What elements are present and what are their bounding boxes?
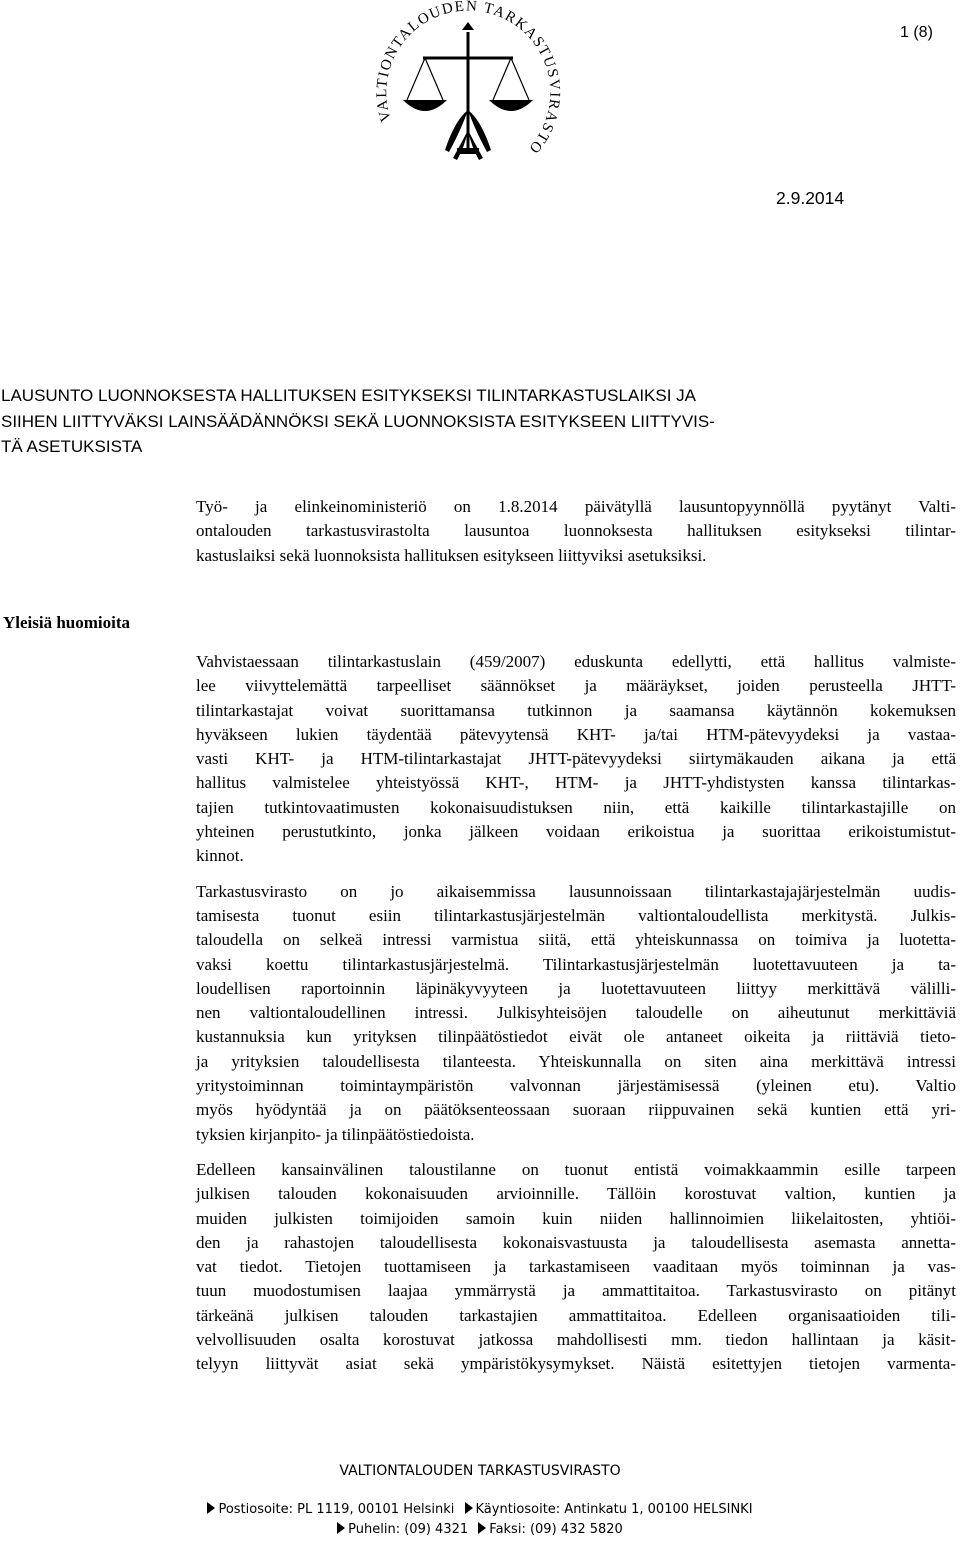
text-line: lee viivyttelemättä tarpeelliset säännökset ja määräykset, joiden perusteella JHTT-	[196, 676, 956, 696]
footer-visiting-text: Käyntiosoite: Antinkatu 1, 00100 HELSINKI	[475, 1502, 753, 1517]
footer-phone-text: Puhelin: (09) 4321	[348, 1522, 469, 1537]
document-title	[1, 383, 951, 460]
page-number: 1 (8)	[900, 24, 933, 41]
text-line: den ja rahastojen taloudellisesta kokonaisvastuusta ja taloudellisesta asemasta annetta-	[196, 1232, 956, 1252]
footer-visiting	[465, 1502, 753, 1517]
text-line: Työ- ja elinkeinoministeriö on 1.8.2014 päivätyllä lausuntopyynnöllä pyytänyt Valti-	[196, 497, 956, 516]
text-line: ontalouden tarkastusvirastolta lausuntoa luonnoksesta hallituksen esitykseksi tilintar-	[196, 521, 956, 541]
paragraph	[196, 880, 956, 1147]
text-line: Vahvistaessaan tilintarkastuslain (459/2007) eduskunta edellytti, että hallitus valmiste-	[196, 652, 956, 671]
footer-fax-text: Faksi: (09) 432 5820	[489, 1522, 623, 1537]
bullet-arrow-icon	[478, 1522, 486, 1534]
intro-paragraph	[196, 495, 956, 568]
text-line: kustannuksia kun yrityksen tilinpäätöstiedot eivät ole antaneet oikeita ja riittäviä tieto-	[196, 1027, 956, 1047]
title-line: LAUSUNTO LUONNOKSESTA HALLITUKSEN ESITYKSEKSI TILINTARKASTUSLAIKSI JA	[1, 386, 696, 405]
paragraph	[196, 1158, 956, 1377]
text-line: vasti KHT- ja HTM-tilintarkastajat JHTT-pätevyydeksi siirtymäkauden aikana ja että	[196, 749, 956, 769]
text-line: kastuslaiksi sekä luonnoksista hallituksen esitykseen liittyviksi asetuksiksi.	[196, 545, 707, 565]
footer-postal	[207, 1502, 454, 1517]
text-line: tuun muodostumisen laajaa ymmärrystä ja ammattitaitoa. Tarkastusvirasto on pitänyt	[196, 1281, 956, 1301]
body-text	[196, 650, 956, 1388]
footer-postal-text: Postiosoite: PL 1119, 00101 Helsinki	[218, 1502, 455, 1517]
text-line: tyksien kirjanpito- ja tilinpäätöstiedoista.	[196, 1124, 475, 1144]
paragraph	[196, 650, 956, 869]
footer-fax	[478, 1522, 623, 1537]
footer-address-row	[0, 1502, 960, 1517]
text-line: nen valtiontaloudellinen intressi. Julkisyhteisöjen taloudelle on aiheutunut merkittäviä	[196, 1003, 956, 1023]
text-line: ja yrityksien taloudellisesta tilanteesta. Yhteiskunnalla on siten aina merkittävä intressi	[196, 1051, 956, 1071]
svg-text:VALTIONTALOUDEN TARKASTUSVIRAS: VALTIONTALOUDEN TARKASTUSVIRASTO	[374, 0, 563, 157]
text-line: yhteinen perustutkinto, jonka jälkeen voidaan erikoistua ja suorittaa erikoistumistut-	[196, 822, 956, 842]
footer-phone	[337, 1522, 468, 1537]
text-line: vaksi koettu tilintarkastusjärjestelmä. Tilintarkastusjärjestelmän luotettavuuteen ja ta-	[196, 954, 956, 974]
text-line: Edelleen kansainvälinen taloustilanne on tuonut entistä voimakkaammin esille tarpeen	[196, 1159, 956, 1179]
title-line: SIIHEN LIITTYVÄKSI LAINSÄÄDÄNNÖKSI SEKÄ LUONNOKSISTA ESITYKSEEN LIITTYVIS-	[1, 411, 715, 431]
footer-contact-row	[0, 1522, 960, 1537]
text-line: tärkeänä julkisen talouden tarkastajien ammattitaitoa. Edelleen organisaatioiden tili-	[196, 1305, 956, 1325]
title-line: TÄ ASETUKSISTA	[1, 437, 143, 456]
text-line: taloudella on selkeä intressi varmistua siitä, että yhteiskunnassa on toimiva ja luotetta-	[196, 930, 956, 950]
text-line: yritystoiminnan toimintaympäristön valvonnan järjestämisessä (yleinen etu). Valtio	[196, 1076, 956, 1096]
text-line: tilintarkastajat voivat suorittamansa tutkinnon ja saamansa käytännön kokemuksen	[196, 700, 956, 720]
agency-logo	[365, 0, 580, 178]
text-line: julkisen talouden kokonaisuuden arvioinnille. Tällöin korostuvat valtion, kuntien ja	[196, 1184, 956, 1204]
section-heading: Yleisiä huomioita	[3, 613, 131, 632]
bullet-arrow-icon	[337, 1522, 345, 1534]
text-line: telyyn liittyvät asiat sekä ympäristökysymykset. Näistä esitettyjen tietojen varmenta-	[196, 1354, 956, 1374]
document-date: 2.9.2014	[776, 188, 845, 208]
scales-seal-icon	[365, 0, 580, 178]
text-line: hallitus valmistelee yhteistyössä KHT-, HTM- ja JHTT-yhdistysten kanssa tilintarkas-	[196, 773, 956, 793]
text-line: vat tiedot. Tietojen tuottamiseen ja tarkastamiseen vaaditaan myös toiminnan ja vas-	[196, 1257, 956, 1277]
text-line: velvollisuuden osalta korostuvat jatkossa mahdollisesti mm. tiedon hallintaan ja käsit-	[196, 1330, 956, 1350]
text-line: hyväkseen lukien täydentää pätevyytensä KHT- ja/tai HTM-pätevyydeksi ja vastaa-	[196, 724, 956, 744]
bullet-arrow-icon	[465, 1502, 473, 1514]
bullet-arrow-icon	[207, 1502, 215, 1514]
text-line: muiden julkisten toimijoiden samoin kuin niiden hallinnoimien liikelaitosten, yhtiöi-	[196, 1208, 956, 1228]
text-line: tamisesta tuonut esiin tilintarkastusjärjestelmän valtiontaloudellista merkitystä. Julkis-	[196, 905, 956, 925]
text-line: myös hyödyntää ja on päätöksenteossaan suoraan riippuvainen sekä kuntien että yri-	[196, 1100, 956, 1120]
footer-organization: VALTIONTALOUDEN TARKASTUSVIRASTO	[339, 1463, 621, 1479]
text-line: tajien tutkintovaatimusten kokonaisuudistuksen niin, että kaikille tilintarkastajille on	[196, 797, 956, 817]
text-line: Tarkastusvirasto on jo aikaisemmissa lausunnoissaan tilintarkastajajärjestelmän uudis-	[196, 881, 956, 901]
text-line: kinnot.	[196, 846, 244, 866]
text-line: loudellisen raportoinnin läpinäkyvyyteen ja luotettavuuteen liittyy merkittävä välilli-	[196, 978, 956, 998]
